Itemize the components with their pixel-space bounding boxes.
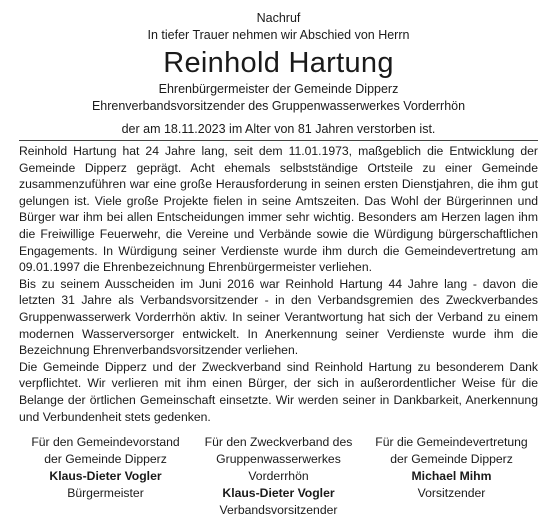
deceased-name: Reinhold Hartung: [163, 47, 394, 79]
signature-row: [19, 434, 538, 519]
notice-label: Nachruf: [256, 11, 301, 25]
signature-line-1: Für den Zweckverband des: [204, 435, 353, 450]
signature-role: Vorsitzender: [417, 486, 486, 501]
paragraph-gratitude: Die Gemeinde Dipperz und der Zweckverband sind Reinhold Hartung zu besonderem Dank verpflichtet. Wir verlieren mit ihm einen Bürger, der sich in außerordentlicher Weise für die Belange der örtlichen Gemeinschaft einsetzte. Wir werden seiner in Dankbarkeit, Anerkennung und Verbundenheit stets gedenken.: [19, 359, 538, 424]
signature-line-1: Für die Gemeindevertretung: [375, 435, 528, 450]
signature-line-1: Für den Gemeindevorstand: [31, 435, 180, 450]
paragraph-association: Bis zu seinem Ausscheiden im Juni 2016 war Reinhold Hartung 44 Jahre lang - davon die letzten 31 Jahre als Verbandsvorsitzender - in den Verbandsgremien des Zweckverbandes Gruppenwasserwerk Vorderrhön aktiv. In seiner Verantwortung hat sich der Verband zu einem modernen Wasserversorger entwickelt. In Anerkennung seiner Verdienste wurde ihm die Bezeichnung Ehrenverbandsvorsitzender verliehen.: [19, 276, 538, 358]
signature-name: Michael Mihm: [411, 469, 492, 484]
intro-line: In tiefer Trauer nehmen wir Abschied von Herrn: [147, 28, 410, 42]
signature-line-2: der Gemeinde Dipperz: [390, 452, 513, 467]
signature-name: Klaus-Dieter Vogler: [222, 486, 335, 501]
obituary-body: [19, 143, 538, 425]
signature-role: Bürgermeister: [67, 486, 144, 501]
signature-line-2: Gruppenwasserwerkes Vorderrhön: [216, 452, 341, 484]
signature-block-association: [192, 434, 365, 519]
divider: [19, 140, 538, 141]
honorary-title-1: Ehrenbürgermeister der Gemeinde Dipperz: [158, 82, 399, 96]
signature-name: Klaus-Dieter Vogler: [49, 469, 162, 484]
signature-block-assembly: [365, 434, 538, 519]
death-date-line: der am 18.11.2023 im Alter von 81 Jahren verstorben ist.: [121, 122, 436, 136]
paragraph-mayor: Reinhold Hartung hat 24 Jahre lang, seit dem 11.01.1973, maßgeblich die Entwicklung der Gemeinde Dipperz geprägt. Acht ehemals selbstständige Ortsteile zu einer Gemeinde zusammenzuführen war eine große Herausforderung in seinen ersten Dienstjahren, die ihm gut gelungen ist. Viele große Projekte fielen in seine Amtszeiten. Das Wohl der Bürgerinnen und Bürger war ihm bei allen Entscheidungen immer sehr wichtig. Besonders am Herzen lagen ihm die Freiwillige Feuerwehr, die Vereine und Verbände sowie die Würdigung bürgerschaftlichen Engagements. In Würdigung seiner Verdienste wurde ihm durch die Gemeindevertretung am 09.01.1997 die Ehrenbezeichnung Ehrenbürgermeister verliehen.: [19, 144, 538, 275]
honorary-title-2: Ehrenverbandsvorsitzender des Gruppenwasserwerkes Vorderrhön: [91, 99, 466, 113]
signature-line-2: der Gemeinde Dipperz: [44, 452, 167, 467]
signature-role: Verbandsvorsitzender: [219, 503, 338, 518]
signature-block-council: [19, 434, 192, 519]
